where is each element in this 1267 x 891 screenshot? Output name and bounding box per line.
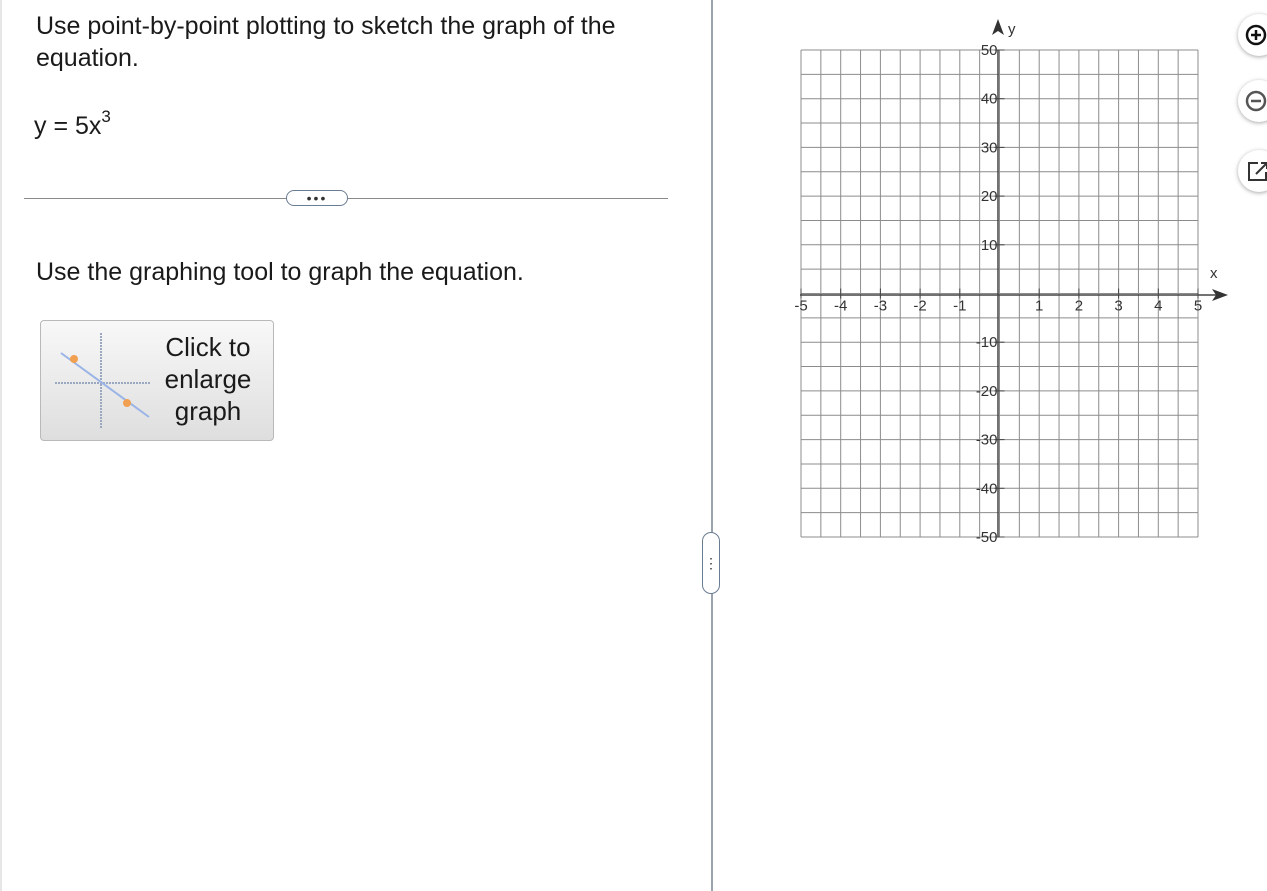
y-tick-label: 50 — [980, 42, 998, 59]
x-tick-label: -2 — [913, 297, 927, 315]
zoom-in-button[interactable] — [1238, 14, 1267, 56]
y-tick-label: 30 — [980, 139, 998, 157]
x-tick-label: -3 — [873, 297, 888, 315]
x-tick-label: 4 — [1154, 297, 1163, 315]
x-tick-label: 5 — [1193, 297, 1203, 315]
grid — [801, 50, 1198, 537]
y-tick-label: 40 — [980, 90, 998, 108]
x-tick-label: -5 — [794, 297, 808, 315]
x-axis-label: x — [1210, 265, 1218, 282]
graph-thumbnail-icon — [55, 331, 151, 431]
zoom-in-icon — [1238, 14, 1267, 56]
zoom-out-icon — [1238, 80, 1267, 122]
popout-button[interactable] — [1238, 150, 1267, 192]
show-more-button[interactable]: ••• — [286, 190, 348, 206]
splitter-handle-dots: ⋮ — [704, 554, 718, 571]
y-axis-label: y — [1008, 21, 1016, 38]
popout-icon — [1238, 150, 1267, 192]
x-tick-label: -1 — [953, 297, 967, 315]
y-tick-label: 10 — [980, 236, 998, 254]
enlarge-graph-button[interactable] — [40, 320, 274, 441]
x-tick-label: -4 — [834, 297, 848, 315]
equation-base: y = 5x — [34, 112, 102, 140]
y-tick-label: -40 — [975, 480, 998, 498]
zoom-out-button[interactable] — [1238, 80, 1267, 122]
y-tick-label: -30 — [975, 431, 998, 449]
left-edge-border — [0, 0, 2, 891]
enlarge-graph-label: Click to enlarge graph — [164, 332, 252, 426]
x-tick-label: 1 — [1035, 297, 1044, 315]
question-prompt: Use point-by-point plotting to sketch the graph of the equation. — [36, 12, 616, 72]
equation-exponent: 3 — [101, 106, 111, 126]
splitter-handle[interactable] — [702, 532, 720, 594]
x-tick-label: 2 — [1074, 297, 1084, 315]
y-tick-label: -20 — [975, 382, 998, 400]
graph-canvas[interactable] — [790, 10, 1230, 550]
pane-splitter[interactable] — [711, 0, 713, 891]
equation — [34, 106, 111, 142]
axes — [800, 19, 1228, 537]
graph-instruction: Use the graphing tool to graph the equation. — [36, 258, 524, 286]
y-axis-arrow-icon — [992, 19, 1004, 35]
y-tick-label: -50 — [975, 529, 998, 546]
y-tick-label: 20 — [980, 188, 998, 206]
x-tick-label: 3 — [1114, 297, 1123, 315]
y-tick-label: -10 — [975, 334, 998, 352]
